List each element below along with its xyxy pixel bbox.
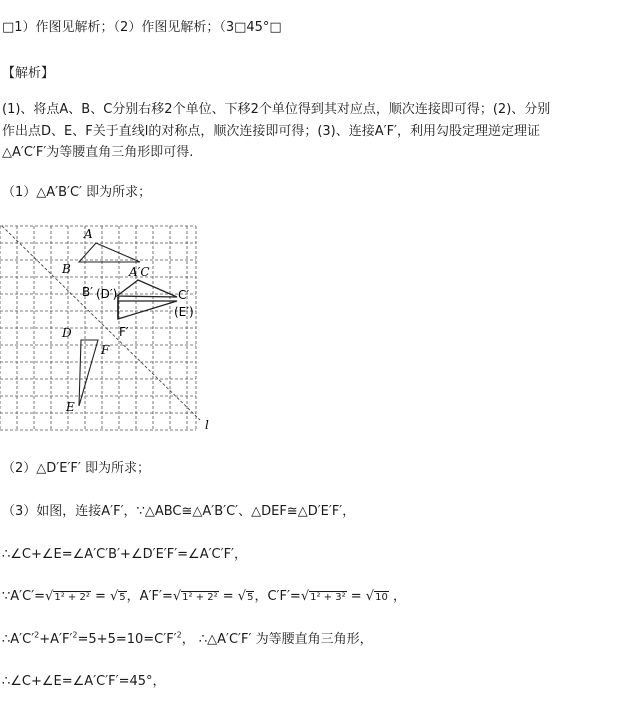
label-f: F [101,343,110,357]
sqrt-ac: √1² + 2² [45,589,90,604]
analysis-line-1: (1)、将点A、B、C分别右移2个单位、下移2个单位得到其对应点，顺次连接即可得；(2)、分别 [2,102,551,117]
step-lengths: ∵A′C′=√1² + 2² = √5，A′F′=√1² + 2² = √5，C′F′=√1² + 3² = √10 ， [2,589,406,604]
triangle-apbpcp [117,280,177,297]
label-bp: B′ [82,285,93,299]
label-b: B [62,262,71,276]
part3-statement: （3）如图，连接A′F′，∵△ABC≅△A′B′C′、△DEF≅△D′E′F′， [2,504,356,519]
label-a: A [84,227,93,241]
analysis-line-3: △A′C′F′为等腰直角三角形即可得. [2,145,194,160]
label-dp: (D′) [96,287,118,301]
section-title: 【解析】 [2,66,55,81]
part1-statement: （1）△A′B′C′ 即为所求； [2,185,152,200]
triangle-abc [79,243,140,262]
coordinate-grid-figure [0,218,230,436]
label-cp: C′ [178,288,190,302]
dashed-grid [0,226,196,430]
label-d: D [62,326,72,340]
sqrt-5-a: √5 [110,589,126,604]
label-ap-c: A′C [129,265,150,279]
label-fp: F′ [119,325,129,339]
label-ep: (E′) [174,305,194,319]
sqrt-cf: √1² + 3² [300,589,346,604]
step-conclusion: ∴∠C+∠E=∠A′C′F′=45°， [2,674,166,689]
answer-header: □1）作图见解析；（2）作图见解析；（3□45°□ [2,20,282,35]
part2-statement: （2）△D′E′F′ 即为所求； [2,461,150,476]
analysis-line-2: 作出点D、E、F关于直线l的对称点，顺次连接即可得；(3)、连接A′F′，利用勾股定理逆定理证 [2,124,541,139]
triangle-dpepfp [118,301,177,319]
step-pythagorean: $\therefore A'C'^2+A'F'^2=5+5=10=C'F'^2$， ∴△A′C′F′ 为等腰直角三角形， [2,630,373,647]
sqrt-10: √10 [365,589,388,604]
label-e: E [66,400,75,414]
step-angle-sum: ∴∠C+∠E=∠A′C′B′+∠D′E′F′=∠A′C′F′， [2,547,248,562]
sqrt-5-b: √5 [237,589,254,604]
label-l: l [205,418,209,432]
sqrt-af: √1² + 2² [172,589,218,604]
